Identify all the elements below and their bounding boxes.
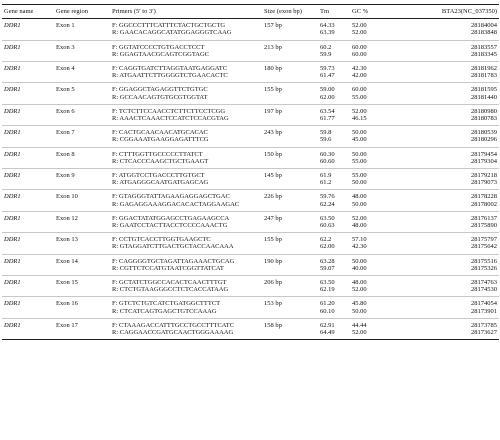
cell-primers	[110, 169, 262, 190]
cell-gc	[350, 126, 390, 147]
cell-tm-value: 60.10	[320, 307, 335, 315]
cell-bta-value: 28174763	[471, 279, 497, 287]
cell-bta	[390, 169, 499, 190]
cell-bta	[390, 297, 499, 318]
cell-gc-value: 42.00	[352, 72, 367, 80]
cell-gene-region-value: Exon 9	[56, 172, 75, 180]
cell-tm-value: 64.49	[320, 329, 335, 337]
cell-primers-value: F: GCTATCTGGCCACACTCAACTTTGT	[112, 279, 227, 287]
cell-bta	[390, 104, 499, 125]
cell-size	[262, 126, 318, 147]
cell-tm-value: 63.50	[320, 279, 335, 287]
cell-gene-name	[2, 190, 54, 211]
cell-gene-region-value: Exon 8	[56, 150, 75, 158]
cell-bta-value: 28181595	[471, 86, 497, 94]
cell-bta-value: 28173901	[471, 307, 497, 315]
cell-tm-value: 59.76	[320, 193, 335, 201]
cell-tm	[318, 169, 350, 190]
cell-bta-value: 28173627	[471, 329, 497, 337]
cell-gc	[350, 40, 390, 61]
cell-tm-value: 63.54	[320, 107, 335, 115]
cell-size	[262, 318, 318, 339]
cell-size	[262, 276, 318, 297]
cell-gene-region-value: Exon 3	[56, 43, 75, 51]
cell-gene-name-value: DDR1	[4, 300, 21, 308]
cell-gene-region-value: Exon 16	[56, 300, 78, 308]
cell-tm-value: 62.00	[320, 243, 335, 251]
table-row	[2, 169, 499, 190]
cell-gene-name-value: DDR1	[4, 22, 21, 30]
cell-tm	[318, 190, 350, 211]
table-row	[2, 147, 499, 168]
cell-gc-value: 60.00	[352, 86, 367, 94]
cell-bta	[390, 147, 499, 168]
cell-size-value: 158 bp	[264, 321, 282, 329]
table-row	[2, 62, 499, 83]
cell-size	[262, 40, 318, 61]
cell-bta	[390, 211, 499, 232]
cell-gc-value: 44.44	[352, 321, 367, 329]
cell-primers-value: R: ATGAGGGCAATGATGAGCAG	[112, 179, 209, 187]
cell-gc	[350, 19, 390, 40]
cell-gc-value: 52.00	[352, 286, 367, 294]
cell-primers-value: F: TCTCTTCCAACCTCTTCTTCCTCGG	[112, 107, 226, 115]
header-gene-name: Gene name	[2, 5, 54, 19]
cell-gc-value: 45.80	[352, 300, 367, 308]
header-bta: BTA23(NC_037350)	[390, 5, 499, 19]
cell-bta	[390, 190, 499, 211]
cell-tm-value: 59.73	[320, 65, 335, 73]
cell-gene-region	[54, 104, 110, 125]
cell-size	[262, 104, 318, 125]
cell-bta	[390, 276, 499, 297]
cell-tm	[318, 40, 350, 61]
cell-gene-name-value: DDR1	[4, 193, 21, 201]
cell-bta-value: 28175797	[471, 236, 497, 244]
cell-gene-region-value: Exon 13	[56, 236, 78, 244]
cell-gene-region-value: Exon 6	[56, 107, 75, 115]
cell-gene-region-value: Exon 1	[56, 22, 75, 30]
cell-tm-value: 59.6	[320, 136, 332, 144]
cell-primers-value: R: CTCACCCAAGCTGCTGAAGT	[112, 157, 209, 165]
cell-size-value: 226 bp	[264, 193, 282, 201]
cell-bta-value: 28181440	[471, 93, 497, 101]
cell-tm	[318, 233, 350, 254]
cell-size	[262, 211, 318, 232]
cell-gene-name-value: DDR1	[4, 257, 21, 265]
cell-tm-value: 60.63	[320, 222, 335, 230]
cell-gene-name-value: DDR1	[4, 321, 21, 329]
cell-bta-value: 28179218	[471, 172, 497, 180]
cell-gene-region-value: Exon 7	[56, 129, 75, 137]
cell-tm	[318, 318, 350, 339]
cell-gc-value: 57.10	[352, 236, 367, 244]
cell-gc-value: 48.00	[352, 222, 367, 230]
cell-size-value: 145 bp	[264, 172, 282, 180]
table-row	[2, 276, 499, 297]
cell-gc-value: 50.00	[352, 179, 367, 187]
cell-size-value: 157 bp	[264, 22, 282, 30]
cell-gc-value: 50.00	[352, 150, 367, 158]
cell-gc	[350, 297, 390, 318]
cell-size	[262, 254, 318, 275]
cell-size-value: 153 bp	[264, 300, 282, 308]
header-tm: Tm	[318, 5, 350, 19]
cell-tm-value: 61.47	[320, 72, 335, 80]
cell-gc	[350, 147, 390, 168]
cell-size-value: 247 bp	[264, 214, 282, 222]
cell-size	[262, 83, 318, 104]
cell-bta-value: 28183848	[471, 29, 497, 37]
cell-bta-value: 28180539	[471, 129, 497, 137]
cell-size-value: 180 bp	[264, 65, 282, 73]
cell-tm-value: 63.50	[320, 214, 335, 222]
table-row	[2, 254, 499, 275]
cell-primers-value: R: CTCTGTAAGGGCCTCTCACCATAAG	[112, 286, 229, 294]
cell-gene-region-value: Exon 17	[56, 321, 78, 329]
cell-gc	[350, 190, 390, 211]
cell-tm-value: 62.00	[320, 93, 335, 101]
cell-tm-value: 61.77	[320, 115, 335, 123]
cell-bta	[390, 19, 499, 40]
cell-gene-region-value: Exon 14	[56, 257, 78, 265]
cell-gene-region-value: Exon 4	[56, 65, 75, 73]
cell-gc	[350, 62, 390, 83]
cell-size-value: 206 bp	[264, 279, 282, 287]
cell-tm-value: 62.24	[320, 200, 335, 208]
cell-tm-value: 62.2	[320, 236, 332, 244]
cell-size	[262, 190, 318, 211]
cell-gc-value: 50.00	[352, 129, 367, 137]
cell-gene-name-value: DDR1	[4, 214, 21, 222]
cell-bta-value: 28183345	[471, 50, 497, 58]
cell-gene-region	[54, 276, 110, 297]
cell-bta-value: 28174530	[471, 286, 497, 294]
primer-table	[2, 4, 499, 340]
cell-primers	[110, 126, 262, 147]
cell-bta-value: 28180980	[471, 107, 497, 115]
cell-gc-value: 50.00	[352, 307, 367, 315]
cell-size	[262, 62, 318, 83]
cell-gene-region	[54, 169, 110, 190]
cell-tm-value: 61.2	[320, 179, 332, 187]
cell-primers-value: R: AAACTCAAACTCCATCTCCACGTAG	[112, 115, 229, 123]
cell-gene-name	[2, 104, 54, 125]
cell-gene-name	[2, 211, 54, 232]
cell-gc-value: 50.00	[352, 257, 367, 265]
cell-gc-value: 52.00	[352, 107, 367, 115]
cell-tm	[318, 254, 350, 275]
cell-gene-name-value: DDR1	[4, 172, 21, 180]
cell-gene-region-value: Exon 12	[56, 214, 78, 222]
cell-bta	[390, 126, 499, 147]
cell-bta-value: 28175890	[471, 222, 497, 230]
cell-bta-value: 28181962	[471, 65, 497, 73]
cell-gene-region	[54, 211, 110, 232]
cell-primers	[110, 276, 262, 297]
cell-bta-value: 28179454	[471, 150, 497, 158]
cell-primers-value: F: GGACTATATGGAGCCTGAGAAGCCA	[112, 214, 230, 222]
table-row	[2, 318, 499, 339]
cell-primers	[110, 147, 262, 168]
cell-primers-value: F: ATGGTCCTGACCCTTGTGCT	[112, 172, 205, 180]
cell-tm-value: 60.60	[320, 157, 335, 165]
cell-size-value: 190 bp	[264, 257, 282, 265]
cell-gene-name	[2, 169, 54, 190]
cell-gene-name	[2, 62, 54, 83]
cell-primers-value: F: CCTGTCACCTTGGTGAAGCTC	[112, 236, 211, 244]
cell-primers-value: R: ATGAATTCTTGGGGTCTGAACACTC	[112, 72, 228, 80]
cell-gc-value: 46.15	[352, 115, 367, 123]
cell-gene-region	[54, 19, 110, 40]
cell-gene-region	[54, 190, 110, 211]
cell-gc-value: 55.00	[352, 93, 367, 101]
cell-tm	[318, 297, 350, 318]
cell-size	[262, 233, 318, 254]
cell-gene-region	[54, 233, 110, 254]
cell-primers-value: R: CGTTCTCCATGTAATCGGTTATCAT	[112, 264, 224, 272]
cell-gene-name-value: DDR1	[4, 279, 21, 287]
cell-primers-value: R: GTAGGATCTTGACTGCTACCAACAAA	[112, 243, 234, 251]
cell-bta	[390, 318, 499, 339]
cell-gc-value: 50.00	[352, 200, 367, 208]
cell-gene-name	[2, 126, 54, 147]
cell-primers	[110, 40, 262, 61]
cell-gene-region-value: Exon 10	[56, 193, 78, 201]
cell-size-value: 155 bp	[264, 86, 282, 94]
cell-tm-value: 61.9	[320, 172, 332, 180]
cell-tm	[318, 276, 350, 297]
header-gc: GC %	[350, 5, 390, 19]
cell-gene-region-value: Exon 15	[56, 279, 78, 287]
cell-gene-name-value: DDR1	[4, 107, 21, 115]
cell-gene-region	[54, 40, 110, 61]
cell-primers-value: F: CTAAAGACCATTTGCCTGCCTTTCATC	[112, 321, 235, 329]
cell-tm-value: 62.91	[320, 321, 335, 329]
cell-gene-name	[2, 147, 54, 168]
cell-gene-name-value: DDR1	[4, 43, 21, 51]
cell-size	[262, 19, 318, 40]
cell-gene-name	[2, 318, 54, 339]
cell-primers-value: R: CTCATCAGTGAGCTGTCCAAAG	[112, 307, 217, 315]
cell-bta-value: 28173785	[471, 321, 497, 329]
table-row	[2, 19, 499, 40]
cell-gc-value: 52.00	[352, 214, 367, 222]
cell-gc-value: 52.00	[352, 22, 367, 30]
cell-primers-value: F: GTCTCTGTCATCTGATGGCTTTCT	[112, 300, 221, 308]
cell-primers	[110, 318, 262, 339]
cell-primers-value: R: CGGAAATGAAGGAGATTTCG	[112, 136, 209, 144]
cell-tm	[318, 19, 350, 40]
table-body	[2, 19, 499, 340]
cell-gene-name	[2, 297, 54, 318]
cell-tm-value: 59.07	[320, 264, 335, 272]
cell-primers	[110, 211, 262, 232]
cell-gene-name-value: DDR1	[4, 236, 21, 244]
cell-size	[262, 297, 318, 318]
cell-size-value: 150 bp	[264, 150, 282, 158]
cell-bta-value: 28178002	[471, 200, 497, 208]
cell-gene-name	[2, 254, 54, 275]
cell-bta-value: 28175326	[471, 264, 497, 272]
cell-size-value: 197 bp	[264, 107, 282, 115]
cell-gc	[350, 169, 390, 190]
cell-primers	[110, 297, 262, 318]
cell-primers-value: R: GAACACAGGCATATGGAGGGTCAAG	[112, 29, 232, 37]
cell-tm-value: 60.30	[320, 150, 335, 158]
cell-bta-value: 28179304	[471, 157, 497, 165]
cell-bta	[390, 233, 499, 254]
cell-primers-value: F: CTTTGGTTGCCCCCTTATCT	[112, 150, 203, 158]
cell-tm-value: 61.20	[320, 300, 335, 308]
cell-tm-value: 59.8	[320, 129, 332, 137]
cell-primers-value: F: GTAGGGTATTAGAAGAGGAGCTGAC	[112, 193, 230, 201]
cell-bta	[390, 83, 499, 104]
cell-gc	[350, 233, 390, 254]
cell-primers	[110, 254, 262, 275]
cell-tm-value: 63.28	[320, 257, 335, 265]
cell-gc-value: 45.00	[352, 136, 367, 144]
cell-gene-region	[54, 62, 110, 83]
cell-gc-value: 48.00	[352, 279, 367, 287]
cell-size-value: 155 bp	[264, 236, 282, 244]
cell-gene-region	[54, 147, 110, 168]
cell-gc-value: 60.00	[352, 50, 367, 58]
cell-primers-value: F: CACTGCAACAACATGCACAC	[112, 129, 208, 137]
header-primers: Primers (5′ to 3′)	[110, 5, 262, 19]
cell-gene-name	[2, 40, 54, 61]
cell-gc	[350, 318, 390, 339]
cell-tm-value: 60.2	[320, 43, 332, 51]
cell-gene-name	[2, 83, 54, 104]
header-gene-region: Gene region	[54, 5, 110, 19]
cell-gc-value: 42.30	[352, 243, 367, 251]
cell-primers-value: F: GGTATCCCCTGTGACCTCCT	[112, 43, 205, 51]
table-row	[2, 104, 499, 125]
cell-primers	[110, 190, 262, 211]
cell-gene-name-value: DDR1	[4, 65, 21, 73]
cell-gc	[350, 254, 390, 275]
cell-primers-value: F: CAGGGGTGCTAGATTAGAAACTGCAG	[112, 257, 235, 265]
cell-tm	[318, 104, 350, 125]
table-row	[2, 190, 499, 211]
cell-primers-value: F: CAGGTGATCTTAGGTAATGAGGATC	[112, 65, 228, 73]
cell-gc-value: 60.00	[352, 43, 367, 51]
cell-primers-value: F: GGAGGCTAGAGGTTCTGTGC	[112, 86, 208, 94]
cell-gene-region	[54, 318, 110, 339]
cell-gene-name	[2, 276, 54, 297]
table-row	[2, 233, 499, 254]
cell-primers-value: R: CAGGAACCGATGCAACTGGGAAAAG	[112, 329, 234, 337]
cell-gc	[350, 276, 390, 297]
cell-gene-region	[54, 254, 110, 275]
cell-gene-region	[54, 83, 110, 104]
cell-gc-value: 55.00	[352, 157, 367, 165]
table-row	[2, 297, 499, 318]
table-row	[2, 83, 499, 104]
cell-gene-name	[2, 233, 54, 254]
cell-gc-value: 55.00	[352, 172, 367, 180]
cell-tm-value: 63.39	[320, 29, 335, 37]
cell-bta-value: 28175642	[471, 243, 497, 251]
cell-gene-name-value: DDR1	[4, 86, 21, 94]
cell-gene-name-value: DDR1	[4, 129, 21, 137]
table-row	[2, 126, 499, 147]
cell-bta-value: 28181783	[471, 72, 497, 80]
cell-primers	[110, 62, 262, 83]
cell-bta-value: 28180783	[471, 115, 497, 123]
table-row	[2, 40, 499, 61]
cell-bta	[390, 62, 499, 83]
cell-tm-value: 59.00	[320, 86, 335, 94]
cell-primers-value: F: GGCCCTTTCATTTCTACTGCTGCTG	[112, 22, 226, 30]
cell-size-value: 243 bp	[264, 129, 282, 137]
cell-primers	[110, 233, 262, 254]
cell-gc	[350, 211, 390, 232]
cell-gene-region	[54, 126, 110, 147]
cell-bta-value: 28178228	[471, 193, 497, 201]
cell-primers-value: R: GGAGTAACGCAGTCGGTAGC	[112, 50, 210, 58]
cell-primers	[110, 104, 262, 125]
cell-gc-value: 48.00	[352, 193, 367, 201]
cell-gc-value: 42.30	[352, 65, 367, 73]
cell-primers	[110, 19, 262, 40]
cell-gene-region	[54, 297, 110, 318]
cell-gc-value: 52.00	[352, 329, 367, 337]
cell-size-value: 213 bp	[264, 43, 282, 51]
cell-bta-value: 28184004	[471, 22, 497, 30]
cell-bta	[390, 40, 499, 61]
cell-primers-value: R: GAGAGGAAAGGACACACTAGGAAGAC	[112, 200, 240, 208]
cell-tm	[318, 147, 350, 168]
cell-gene-name-value: DDR1	[4, 150, 21, 158]
cell-gc	[350, 104, 390, 125]
cell-tm	[318, 62, 350, 83]
cell-bta	[390, 254, 499, 275]
table-header	[2, 5, 499, 19]
cell-primers-value: R: GCCAACAGTGTGCGTGGTAT	[112, 93, 208, 101]
cell-gc	[350, 83, 390, 104]
header-size: Size (exon bp)	[262, 5, 318, 19]
cell-size	[262, 147, 318, 168]
cell-gene-region-value: Exon 5	[56, 86, 75, 94]
cell-size	[262, 169, 318, 190]
cell-tm-value: 64.33	[320, 22, 335, 30]
cell-bta-value: 28175516	[471, 257, 497, 265]
cell-primers	[110, 83, 262, 104]
cell-bta-value: 28180296	[471, 136, 497, 144]
cell-gene-name	[2, 19, 54, 40]
cell-gc-value: 40.00	[352, 264, 367, 272]
cell-bta-value: 28174054	[471, 300, 497, 308]
cell-bta-value: 28179073	[471, 179, 497, 187]
table-row	[2, 211, 499, 232]
cell-tm	[318, 83, 350, 104]
cell-primers-value: R: GAATCCTACTTACCTCCCCAAACTG	[112, 222, 228, 230]
cell-tm-value: 62.19	[320, 286, 335, 294]
cell-bta-value: 28176137	[471, 214, 497, 222]
cell-tm	[318, 126, 350, 147]
cell-tm	[318, 211, 350, 232]
cell-bta-value: 28183557	[471, 43, 497, 51]
cell-tm-value: 59.9	[320, 50, 332, 58]
cell-gc-value: 52.00	[352, 29, 367, 37]
